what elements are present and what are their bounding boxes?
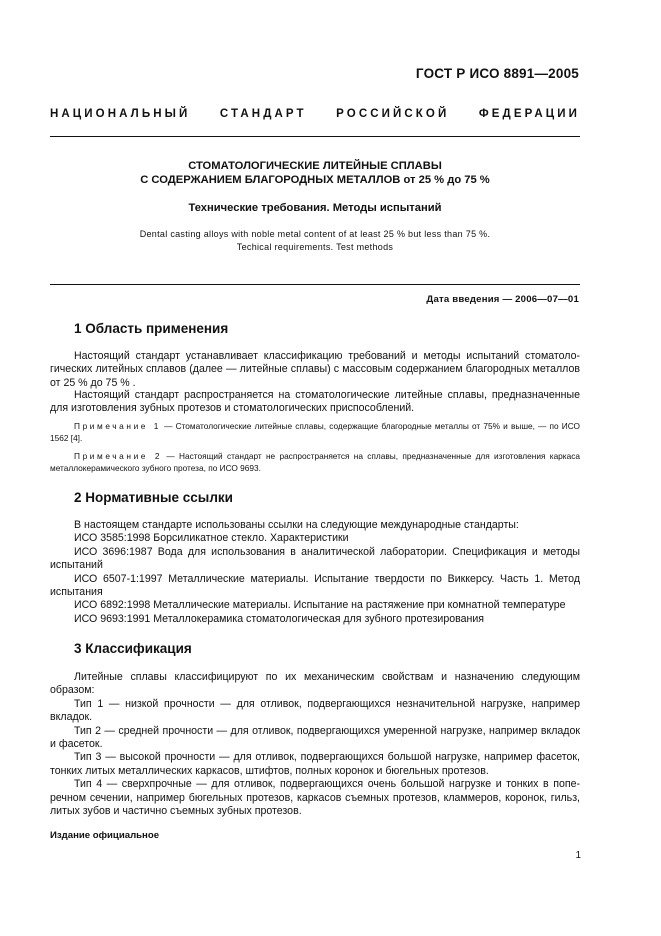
section-2-heading: 2 Нормативные ссылки	[74, 490, 233, 505]
classification-type: Тип 4 — сверхпрочные — для отливок, подвергающихся очень большой нагрузке и тонких в поперечном сечении, например бюгельных протезов, каркасов съемных протезов, кламмеров, коронок, гильз, литых зубов и частично съемных зубных протезов.	[50, 778, 580, 818]
section-1-note-1	[50, 421, 580, 444]
section-3-body	[50, 671, 580, 818]
top-rule	[50, 136, 580, 137]
reference-item: ИСО 6507-1:1997 Металлические материалы. Испытание твердости по Виккерсу. Часть 1. Метод испытания	[50, 572, 580, 599]
section-3-intro: Литейные сплавы классифицируют по их механическим свойствам и назначению следующим образом:	[50, 671, 580, 697]
introduction-date: Дата введения — 2006—07—01	[426, 294, 579, 305]
section-1-para-1: Настоящий стандарт устанавливает классификацию требований и методы испытаний стоматологических литейных сплавов (далее — литейные сплавы) с массовым содержанием благородных металлов от 25 % до 75 % .	[50, 350, 580, 389]
section-2-body	[50, 519, 580, 626]
page-number: 1	[575, 850, 581, 861]
classification-type: Тип 3 — высокой прочности — для отливок, подвергающихся большой нагрузке, например фасеток, тонких литых металлических каркасов, штифтов, полных коронок и бюгельных протезов.	[50, 751, 580, 777]
official-edition-label: Издание официальное	[50, 830, 160, 841]
note-2-text: — Настоящий стандарт не распространяется на сплавы, предназначенные для изготовления каркаса металлокерамического зубного протеза, по ИСО 9693.	[50, 451, 580, 473]
middle-rule	[50, 284, 580, 285]
subtitle: Технические требования. Методы испытаний	[188, 202, 442, 214]
note-2-label: Примечание 2	[74, 451, 163, 461]
note-1-text: — Стоматологические литейные сплавы, содержащие благородные металлы от 75% и выше, — по ИСО 1562 [4].	[50, 421, 580, 443]
english-title-line-2: Techical requirements. Test methods	[236, 242, 394, 252]
reference-item: ИСО 3696:1987 Вода для использования в аналитической лаборатории. Спецификация и методы испытаний	[50, 545, 580, 572]
note-1-label: Примечание 1	[74, 421, 161, 431]
reference-item: ИСО 3585:1998 Борсиликатное стекло. Характеристики	[74, 532, 349, 545]
reference-item: ИСО 9693:1991 Металлокерамика стоматологическая для зубного протезирования	[74, 612, 485, 625]
english-title-line-1: Dental casting alloys with noble metal content of at least 25 % but less than 75 %.	[139, 229, 491, 239]
title-line-1: СТОМАТОЛОГИЧЕСКИЕ ЛИТЕЙНЫЕ СПЛАВЫ	[188, 160, 442, 172]
section-1-heading: 1 Область применения	[74, 321, 229, 336]
section-3-heading: 3 Классификация	[74, 641, 192, 656]
classification-type: Тип 1 — низкой прочности — для отливок, подвергающихся незначительной нагрузке, например вкладок.	[50, 697, 580, 724]
national-standard-banner: НАЦИОНАЛЬНЫЙ СТАНДАРТ РОССИЙСКОЙ ФЕДЕРАЦИИ	[50, 108, 580, 120]
classification-type: Тип 2 — средней прочности — для отливок, подвергающихся умеренной нагрузке, например вкладок и фасеток.	[50, 724, 580, 751]
document-designation: ГОСТ Р ИСО 8891—2005	[415, 66, 579, 81]
section-1-para-2: Настоящий стандарт распространяется на стоматологические литейные сплавы, предназначенные для изготовления зубных протезов и стоматологических приспособлений.	[50, 389, 580, 415]
section-1-note-2	[50, 451, 580, 474]
reference-item: ИСО 6892:1998 Металлические материалы. Испытание на растяжение при комнатной температуре	[74, 599, 566, 612]
title-line-2: С СОДЕРЖАНИЕМ БЛАГОРОДНЫХ МЕТАЛЛОВ от 25 % до 75 %	[140, 174, 490, 186]
section-2-intro: В настоящем стандарте использованы ссылки на следующие международные стандарты:	[74, 519, 519, 531]
